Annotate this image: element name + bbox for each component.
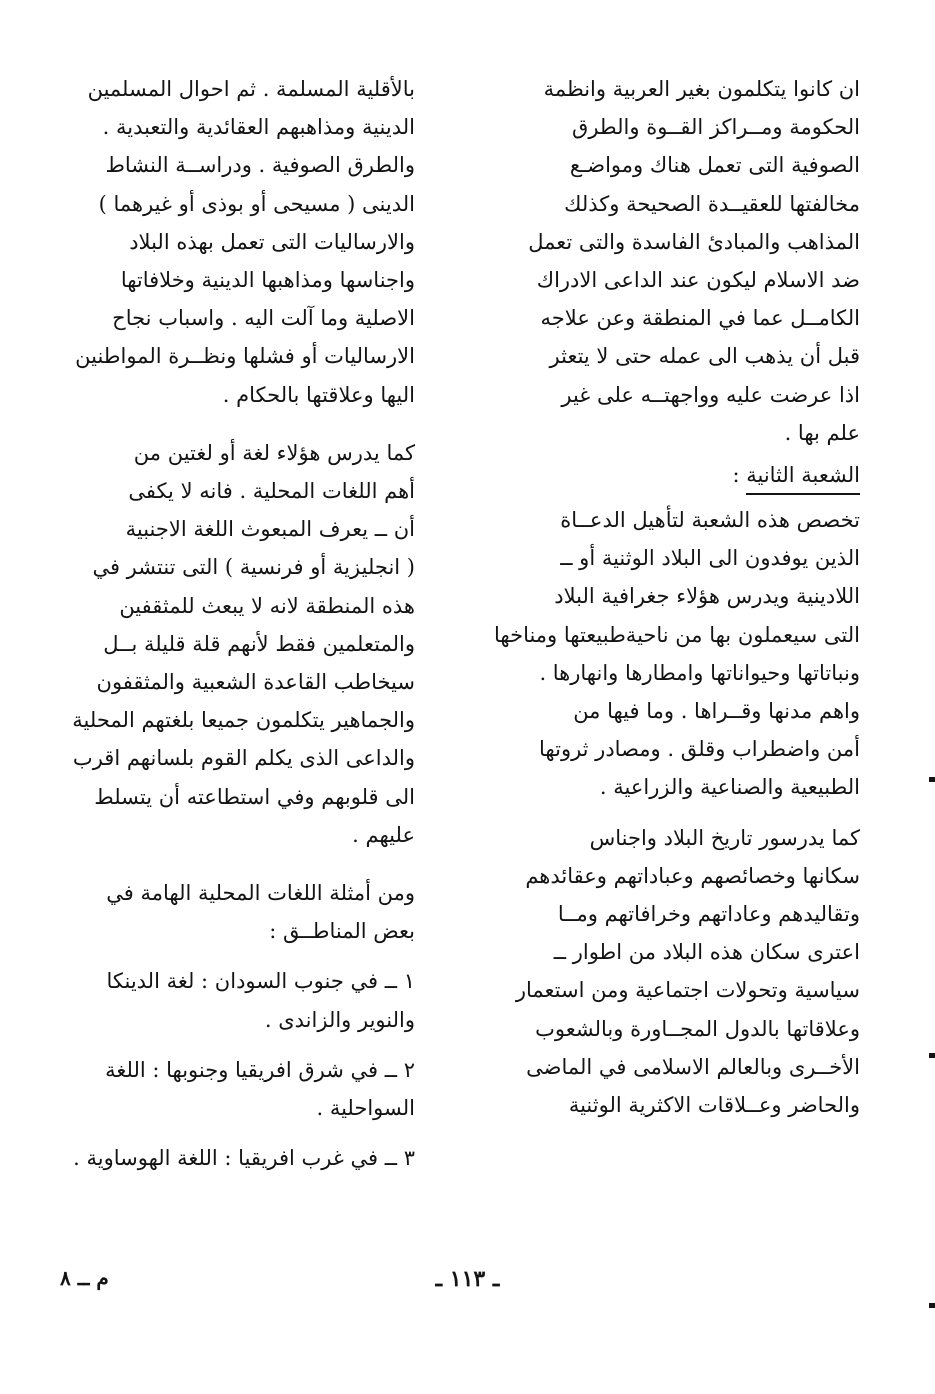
section-heading: [490, 456, 860, 495]
text-line: والجماهير يتكلمون جميعا بلغتهم المحلية: [72, 708, 415, 733]
right-paragraph-3: [490, 819, 860, 1125]
list-item: [55, 1051, 415, 1127]
list-item: [55, 1139, 415, 1177]
text-line: والطرق الصوفية . ودراســة النشاط: [105, 153, 415, 178]
section-heading-text: الشعبة الثانية: [746, 458, 860, 495]
text-line: الارساليات أو فشلها ونظــرة المواطنين: [75, 344, 415, 369]
left-paragraph-1: [55, 70, 415, 414]
text-line: الطبيعية والصناعية والزراعية .: [599, 775, 860, 800]
text-line: واهم مدنها وقــراها . وما فيها من: [573, 699, 860, 724]
page-number: ـ ١١٣ ـ: [435, 1266, 500, 1292]
text-line: التى سيعملون بها من ناحيةطبيعتها ومناخها: [494, 622, 860, 647]
text-line: عليهم .: [352, 822, 415, 847]
list-item: [55, 962, 415, 1038]
text-line: والداعى الذى يكلم القوم بلسانهم اقرب: [72, 746, 415, 771]
text-line: الكامــل عما في المنطقة وعن علاجه: [540, 306, 860, 331]
text-line: وعلاقاتها بالدول المجــاورة وبالشعوب: [535, 1016, 860, 1041]
text-line: سيخاطب القاعدة الشعبية والمثقفون: [96, 670, 415, 695]
text-line: ٣ ــ في غرب افريقيا : اللغة الهوساوية .: [73, 1146, 415, 1171]
signature-mark: م ــ ٨: [60, 1266, 109, 1290]
text-line: كما يدرسور تاريخ البلاد واجناس: [589, 825, 860, 850]
text-line: أهم اللغات المحلية . فانه لا يكفى: [128, 479, 415, 504]
text-line: والحاضر وعــلاقات الاكثرية الوثنية: [568, 1093, 860, 1118]
text-line: الذين يوفدون الى البلاد الوثنية أو ــ: [560, 546, 860, 571]
text-line: اعترى سكان هذه البلاد من اطوار ــ: [553, 940, 860, 965]
text-line: تخصص هذه الشعبة لتأهيل الدعــاة: [560, 508, 860, 533]
text-line: الاصلية وما آلت اليه . واسباب نجاح: [112, 306, 415, 331]
text-line: أمن واضطراب وقلق . ومصادر ثروتها: [539, 737, 860, 762]
text-line: ضد الاسلام ليكون عند الداعى الادراك: [536, 268, 860, 293]
left-column: [55, 70, 415, 1177]
text-line: الحكومة ومــراكز القــوة والطرق: [572, 115, 860, 140]
right-paragraph-2: [490, 501, 860, 807]
section-heading-colon: :: [732, 463, 740, 488]
text-line: سكانها وخصائصهم وعباداتهم وعقائدهم: [525, 863, 860, 888]
right-column: [490, 70, 860, 1124]
left-paragraph-2: [55, 434, 415, 854]
right-paragraph-1: [490, 70, 860, 452]
text-line: ونباتاتها وحيواناتها وامطارها وانهارها .: [539, 660, 860, 685]
left-paragraph-3: [55, 874, 415, 950]
text-line: اذا عرضت عليه وواجهتــه على غير: [561, 382, 860, 407]
text-line: الدينية ومذاهبهم العقائدية والتعبدية .: [102, 115, 415, 140]
text-line: الى قلوبهم وفي استطاعته أن يتسلط: [94, 784, 415, 809]
text-line: علم بها .: [784, 420, 860, 445]
text-line: قبل أن يذهب الى عمله حتى لا يتعثر: [549, 344, 860, 369]
text-line: ومن أمثلة اللغات المحلية الهامة في: [106, 881, 415, 906]
text-line: الأخــرى وبالعالم الاسلامى في الماضى: [526, 1054, 860, 1079]
scan-edge-mark: [929, 1303, 935, 1308]
text-line: سياسية وتحولات اجتماعية ومن استعمار: [515, 978, 860, 1003]
text-line: مخالفتها للعقيــدة الصحيحة وكذلك: [564, 191, 860, 216]
text-line: ( انجليزية أو فرنسية ) التى تنتشر في: [92, 555, 415, 580]
text-line: السواحلية .: [316, 1096, 415, 1121]
text-line: الدينى ( مسيحى أو بوذى أو غيرهما ): [98, 191, 415, 216]
text-line: اللادينية ويدرس هؤلاء جغرافية البلاد: [554, 584, 860, 609]
text-line: أن ــ يعرف المبعوث اللغة الاجنبية: [125, 517, 415, 542]
text-line: اليها وعلاقتها بالحكام .: [222, 382, 415, 407]
text-line: والمتعلمين فقط لأنهم قلة قليلة بــل: [103, 631, 415, 656]
text-line: بعض المناطــق :: [269, 919, 415, 944]
scan-edge-mark: [929, 777, 935, 782]
text-line: وتقاليدهم وعاداتهم وخرافاتهم ومــا: [557, 902, 860, 927]
text-line: المذاهب والمبادئ الفاسدة والتى تعمل: [528, 229, 860, 254]
text-line: كما يدرس هؤلاء لغة أو لغتين من: [133, 440, 415, 465]
text-line: الصوفية التى تعمل هناك ومواضـع: [569, 153, 860, 178]
text-line: بالأقلية المسلمة . ثم احوال المسلمين: [87, 77, 415, 101]
text-line: ١ ــ في جنوب السودان : لغة الدينكا: [106, 969, 415, 994]
text-line: والارساليات التى تعمل بهذه البلاد: [129, 229, 415, 254]
text-line: والنوير والزاندى .: [264, 1007, 415, 1032]
text-line: واجناسها ومذاهبها الدينية وخلافاتها: [120, 268, 415, 293]
text-line: هذه المنطقة لانه لا يبعث للمثقفين: [119, 593, 415, 618]
text-line: ٢ ــ في شرق افريقيا وجنوبها : اللغة: [105, 1057, 415, 1082]
text-line: ان كانوا يتكلمون بغير العربية وانظمة: [543, 77, 860, 101]
scan-edge-mark: [929, 1053, 935, 1058]
